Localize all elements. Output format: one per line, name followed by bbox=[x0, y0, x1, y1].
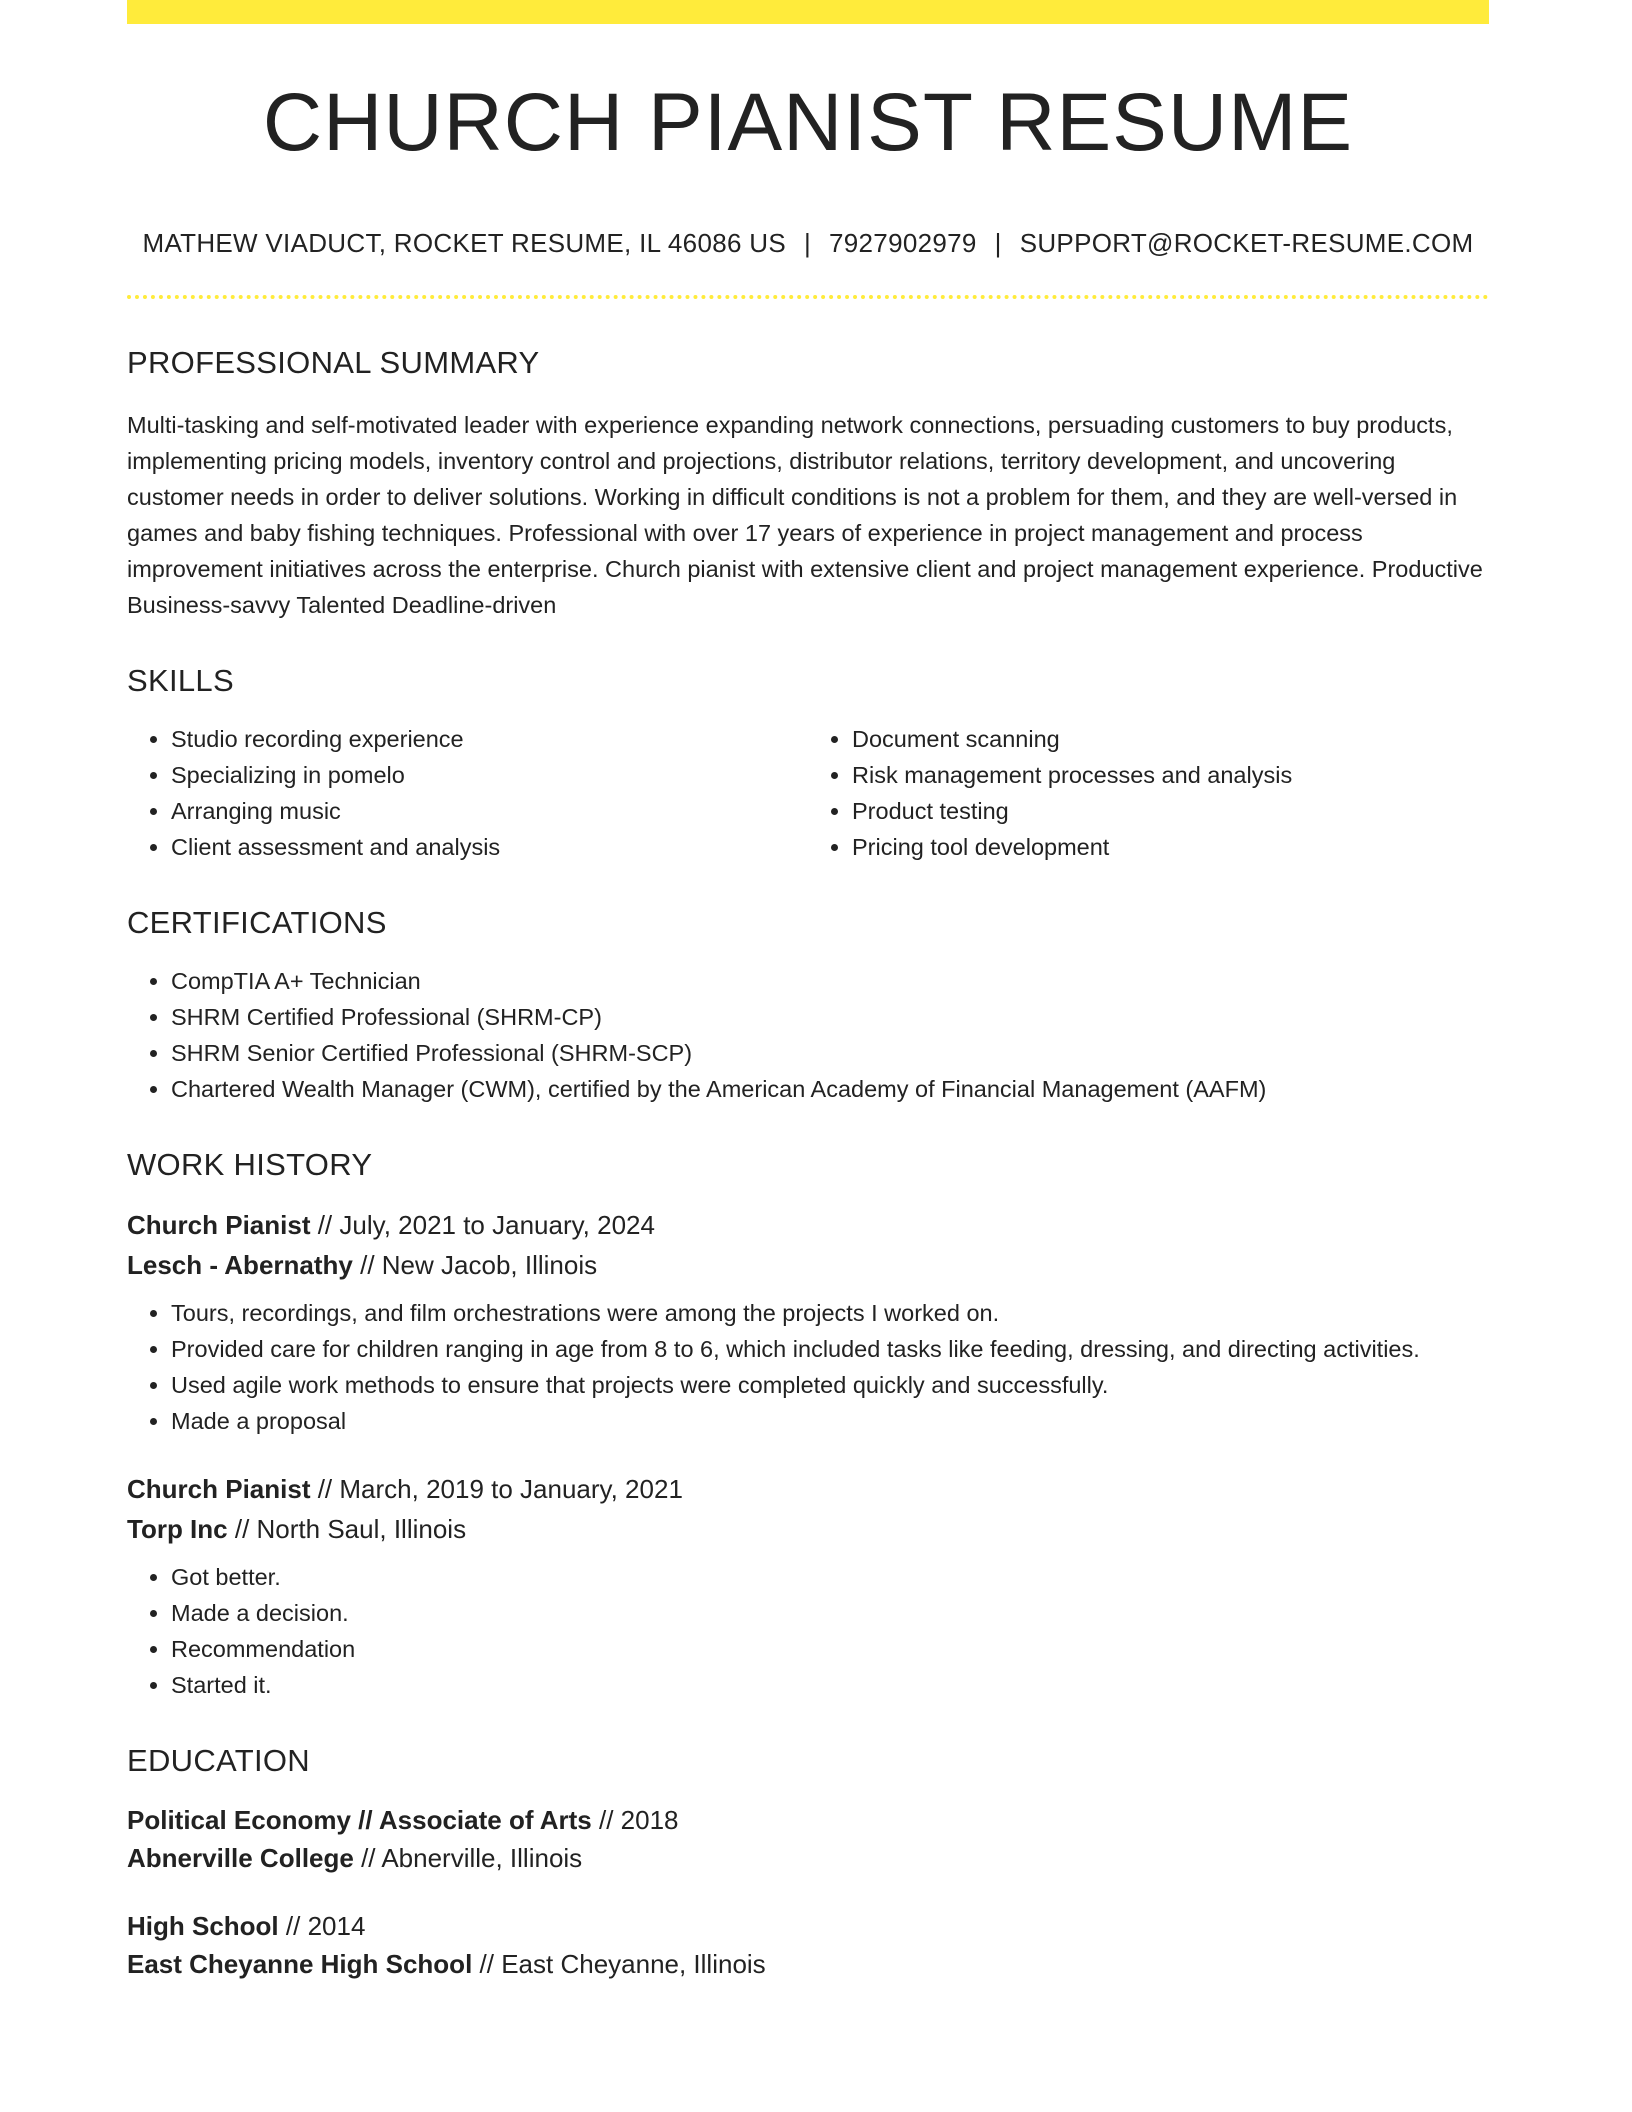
education-school-line bbox=[127, 1839, 1489, 1877]
resume-page bbox=[127, 0, 1489, 1983]
certification-item: • CompTIA A+ Technician bbox=[171, 963, 1489, 999]
job-separator: // bbox=[310, 1210, 340, 1240]
top-accent-bar bbox=[127, 0, 1489, 24]
skill-item: • Client assessment and analysis bbox=[171, 829, 808, 865]
education-entry bbox=[127, 1907, 1489, 1983]
dotted-divider bbox=[127, 295, 1489, 299]
certification-item: • SHRM Certified Professional (SHRM-CP) bbox=[171, 999, 1489, 1035]
job-entry bbox=[127, 1469, 1489, 1703]
skills-columns bbox=[127, 721, 1489, 865]
job-separator: // bbox=[310, 1474, 340, 1504]
education-year: 2014 bbox=[307, 1911, 366, 1941]
education-separator: // bbox=[278, 1911, 308, 1941]
certification-item: • Chartered Wealth Manager (CWM), certified by the American Academy of Financial Management (AAFM) bbox=[171, 1071, 1489, 1107]
education-location: Abnerville, Illinois bbox=[381, 1843, 583, 1873]
job-title: Church Pianist bbox=[127, 1474, 311, 1504]
contact-separator: | bbox=[994, 228, 1002, 258]
skill-item: • Product testing bbox=[852, 793, 1489, 829]
skill-item: • Arranging music bbox=[171, 793, 808, 829]
job-location: New Jacob, Illinois bbox=[381, 1250, 598, 1280]
contact-line bbox=[127, 228, 1489, 259]
education-degree: Political Economy // Associate of Arts bbox=[127, 1805, 592, 1835]
job-company-line bbox=[127, 1509, 1489, 1549]
skills-list-right bbox=[808, 721, 1489, 865]
contact-separator: | bbox=[803, 228, 812, 258]
job-company-line bbox=[127, 1245, 1489, 1285]
certifications-list bbox=[127, 963, 1489, 1107]
job-bullet: • Made a proposal bbox=[171, 1403, 1489, 1439]
skill-item: • Risk management processes and analysis bbox=[852, 757, 1489, 793]
job-bullet: • Recommendation bbox=[171, 1631, 1489, 1667]
job-bullet: • Got better. bbox=[171, 1559, 1489, 1595]
job-bullets bbox=[127, 1295, 1489, 1439]
education-school: Abnerville College bbox=[127, 1843, 354, 1873]
skill-item: • Document scanning bbox=[852, 721, 1489, 757]
education-year: 2018 bbox=[620, 1805, 679, 1835]
job-bullet: • Tours, recordings, and film orchestrations were among the projects I worked on. bbox=[171, 1295, 1489, 1331]
certification-item: • SHRM Senior Certified Professional (SHRM-SCP) bbox=[171, 1035, 1489, 1071]
education-entry bbox=[127, 1801, 1489, 1877]
education-heading: EDUCATION bbox=[127, 1743, 310, 1778]
job-company: Torp Inc bbox=[127, 1514, 228, 1544]
job-company: Lesch - Abernathy bbox=[127, 1250, 353, 1280]
job-entry bbox=[127, 1205, 1489, 1439]
work-history-heading: WORK HISTORY bbox=[127, 1147, 373, 1182]
job-bullet: • Started it. bbox=[171, 1667, 1489, 1703]
contact-phone: 7927902979 bbox=[829, 228, 977, 258]
page-title: CHURCH PIANIST RESUME bbox=[262, 77, 1354, 168]
education-school: East Cheyanne High School bbox=[127, 1949, 473, 1979]
job-title-line bbox=[127, 1469, 1489, 1509]
skills-heading: SKILLS bbox=[127, 663, 234, 698]
job-bullet: • Used agile work methods to ensure that projects were completed quickly and successfully. bbox=[171, 1367, 1489, 1403]
summary-text: Multi-tasking and self-motivated leader with experience expanding network connections, persuading customers to buy products, implementing pricing models, inventory control and projections, distributor relations, territory development, and uncovering customer needs in order to deliver solutions. Working in difficult conditions is not a problem for them, and they are well-versed in games and baby fishing techniques. Professional with over 17 years of experience in project management and process improvement initiatives across the enterprise. Church pianist with extensive client and project management experience. Productive Business-savvy Talented Deadline-driven bbox=[127, 412, 1483, 618]
education-separator: // bbox=[591, 1805, 621, 1835]
summary-heading: PROFESSIONAL SUMMARY bbox=[127, 345, 540, 380]
job-title: Church Pianist bbox=[127, 1210, 311, 1240]
contact-address: MATHEW VIADUCT, ROCKET RESUME, IL 46086 US bbox=[142, 228, 786, 258]
job-bullets bbox=[127, 1559, 1489, 1703]
job-dates: March, 2019 to January, 2021 bbox=[339, 1474, 683, 1504]
skill-item: • Specializing in pomelo bbox=[171, 757, 808, 793]
education-degree: High School bbox=[127, 1911, 279, 1941]
contact-email: SUPPORT@ROCKET-RESUME.COM bbox=[1019, 228, 1474, 258]
job-bullet: • Provided care for children ranging in age from 8 to 6, which included tasks like feeding, dressing, and directing activities. bbox=[171, 1331, 1489, 1367]
education-separator: // bbox=[353, 1843, 382, 1873]
job-dates: July, 2021 to January, 2024 bbox=[339, 1210, 655, 1240]
education-school-line bbox=[127, 1945, 1489, 1983]
education-degree-line bbox=[127, 1907, 1489, 1945]
skill-item: • Studio recording experience bbox=[171, 721, 808, 757]
job-location: North Saul, Illinois bbox=[256, 1514, 467, 1544]
job-separator: // bbox=[227, 1514, 257, 1544]
job-title-line bbox=[127, 1205, 1489, 1245]
education-location: East Cheyanne, Illinois bbox=[501, 1949, 766, 1979]
skills-list-left bbox=[127, 721, 808, 865]
job-separator: // bbox=[352, 1250, 382, 1280]
education-separator: // bbox=[472, 1949, 502, 1979]
job-bullet: • Made a decision. bbox=[171, 1595, 1489, 1631]
certifications-heading: CERTIFICATIONS bbox=[127, 905, 387, 940]
skill-item: • Pricing tool development bbox=[852, 829, 1489, 865]
education-degree-line bbox=[127, 1801, 1489, 1839]
